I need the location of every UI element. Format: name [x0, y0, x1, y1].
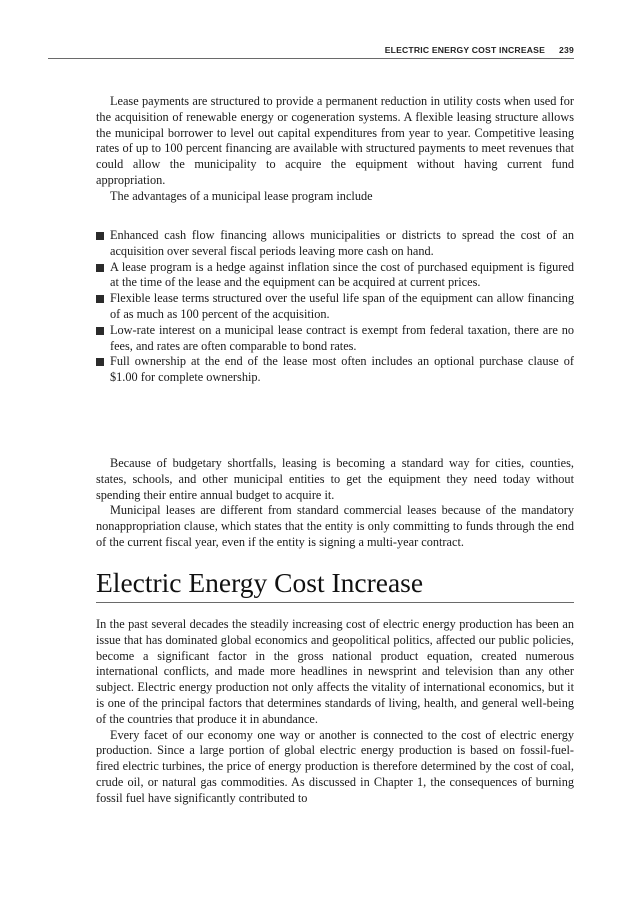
square-bullet-icon [96, 295, 104, 303]
square-bullet-icon [96, 327, 104, 335]
list-item: A lease program is a hedge against inflation since the cost of purchased equipment is figured at the time of the lease and the equipment can be acquired at current prices. [96, 260, 574, 292]
section-title-rule [96, 602, 574, 603]
section-paragraph-2: Every facet of our economy one way or another is connected to the cost of electric energy production. Since a large portion of global electric energy production is based on fossil-fuel-fired electric turbines, the price of energy production is therefore determined by the cost of coal, crude oil, or natural gas commodities. As discussed in Chapter 1, the consequences of burning fossil fuel have significantly contributed to [96, 727, 574, 805]
budget-block [96, 456, 574, 551]
list-item: Enhanced cash flow financing allows municipalities or districts to spread the cost of an acquisition over several fiscal periods leaving more cash on hand. [96, 228, 574, 260]
advantages-list-block [96, 228, 574, 386]
list-item: Full ownership at the end of the lease most often includes an optional purchase clause of $1.00 for complete ownership. [96, 354, 574, 386]
intro-paragraph-1: Lease payments are structured to provide a permanent reduction in utility costs when used for the acquisition of renewable energy or cogeneration systems. A flexible leasing structure allows the municipal borrower to level out capital expenditures from year to year. Competitive leasing rates of up to 100 percent financing are available with structured payments to meet revenues that could allow the municipality to acquire the equipment without having current fund appropriation. [96, 94, 574, 187]
intro-paragraph-2: The advantages of a municipal lease program include [110, 188, 373, 203]
square-bullet-icon [96, 232, 104, 240]
square-bullet-icon [96, 264, 104, 272]
header-rule [48, 58, 574, 59]
running-title: ELECTRIC ENERGY COST INCREASE [384, 45, 546, 55]
advantages-list [96, 228, 574, 386]
square-bullet-icon [96, 358, 104, 366]
budget-paragraph-2: Municipal leases are different from standard commercial leases because of the mandatory nonappropriation clause, which states that the entity is only committing to funds through the end of the current fiscal year, even if the entity is signing a multi-year contract. [96, 503, 574, 549]
intro-block [96, 94, 574, 205]
list-item: Flexible lease terms structured over the useful life span of the equipment can allow financing of as much as 100 percent of the acquisition. [96, 291, 574, 323]
page-number: 239 [559, 45, 574, 55]
running-header [96, 45, 574, 55]
section-paragraph-1: In the past several decades the steadily increasing cost of electric energy production has been an issue that has dominated global economics and geopolitical politics, affected our public policies, become a significant factor in the gross national product equation, created numerous international conflicts, and made more headlines in newsprint and television than any other subject. Electric energy production not only affects the vitality of international economics, but it is one of the principal factors that determines standards of living, health, and general well-being of the countries that produce it in abundance. [96, 617, 574, 726]
section-title: Electric Energy Cost Increase [96, 567, 424, 598]
section-body [96, 617, 574, 807]
budget-paragraph-1: Because of budgetary shortfalls, leasing is becoming a standard way for cities, counties, states, schools, and other municipal entities to get the equipment they need today without spending their entire annual budget to acquire it. [96, 456, 574, 502]
list-item: Low-rate interest on a municipal lease contract is exempt from federal taxation, there are no fees, and rates are often comparable to bond rates. [96, 323, 574, 355]
